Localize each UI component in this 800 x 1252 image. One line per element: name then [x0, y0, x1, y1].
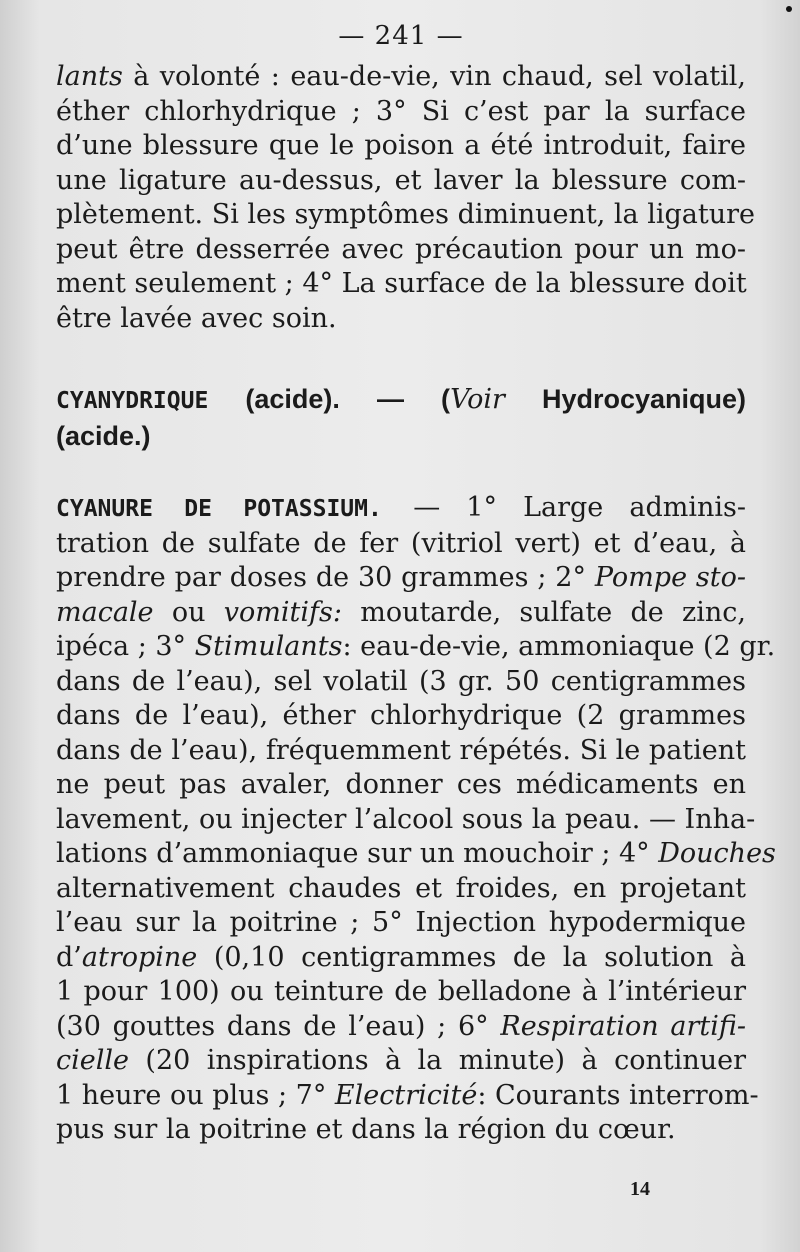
cyanure-line: 1 pour 100) ou teinture de belladone à l’intérieur	[56, 976, 746, 1007]
cyanure-line: d’atropine (0,10 centigrammes de la solution à	[56, 941, 746, 973]
cyanure-line: dans de l’eau), sel volatil (3 gr. 50 centigrammes	[56, 665, 746, 697]
cyanure-line: alternativement chaudes et froides, en projetant	[56, 872, 746, 904]
entry-cyanure	[56, 491, 776, 1148]
intro-line: d’une blessure que le poison a été introduit, faire	[56, 130, 746, 161]
cyanure-line: 1 heure ou plus ; 7° Electricité: Courants interrom-	[56, 1079, 759, 1111]
intro-line: une ligature au-dessus, et laver la blessure com-	[56, 164, 746, 196]
entry-cyanydrique-line-2: (acide.)	[56, 420, 151, 451]
cyanure-line: tration de sulfate de fer (vitriol vert) et d’eau, à	[56, 527, 746, 559]
cyanure-line: prendre par doses de 30 grammes ; 2° Pompe sto-	[56, 562, 746, 593]
cyanure-line: cielle (20 inspirations à la minute) à continuer	[56, 1045, 746, 1076]
cyanure-line: ipéca ; 3° Stimulants: eau-de-vie, ammoniaque (2 gr.	[56, 631, 776, 662]
intro-line: être lavée avec soin.	[56, 302, 337, 334]
intro-paragraph	[56, 60, 756, 336]
cyanure-line: (30 gouttes dans de l’eau) ; 6° Respiration artifi-	[56, 1010, 746, 1042]
cyanure-line: ne peut pas avaler, donner ces médicaments en	[56, 769, 746, 800]
intro-line: plètement. Si les symptômes diminuent, la ligature	[56, 199, 756, 230]
intro-line: éther chlorhydrique ; 3° Si c’est par la surface	[56, 95, 746, 127]
margin-dot	[786, 6, 792, 12]
cyanure-line: l’eau sur la poitrine ; 5° Injection hypodermique	[56, 907, 746, 938]
intro-line: peut être desserrée avec précaution pour un mo-	[56, 233, 746, 265]
entry-heading: CYANURE DE POTASSIUM.	[56, 496, 414, 522]
intro-line: ment seulement ; 4° La surface de la blessure doit	[56, 268, 747, 299]
cyanure-line: CYANURE DE POTASSIUM. — 1° Large adminis-	[56, 492, 747, 523]
cyanure-line: dans de l’eau), fréquemment répétés. Si le patient	[56, 734, 746, 766]
cyanure-line: pus sur la poitrine et dans la région du cœur.	[56, 1114, 676, 1145]
cyanure-line: macale ou vomitifs: moutarde, sulfate de zinc,	[56, 596, 746, 628]
cyanure-line: dans de l’eau), éther chlorhydrique (2 grammes	[56, 700, 746, 731]
cyanure-line: lavement, ou injecter l’alcool sous la peau. — Inha-	[56, 803, 756, 835]
entry-cyanydrique-line-1: CYANYDRIQUE (acide). — (Voir Hydrocyanique)	[56, 384, 747, 415]
entry-heading: CYANYDRIQUE	[56, 388, 209, 414]
intro-line: lants à volonté : eau-de-vie, vin chaud, sel volatil,	[56, 61, 746, 92]
signature-mark: 14	[630, 1178, 650, 1200]
cyanure-line: lations d’ammoniaque sur un mouchoir ; 4° Douches	[56, 838, 776, 869]
entry-cyanydrique	[56, 382, 746, 453]
page-number: — 241 —	[338, 21, 464, 51]
